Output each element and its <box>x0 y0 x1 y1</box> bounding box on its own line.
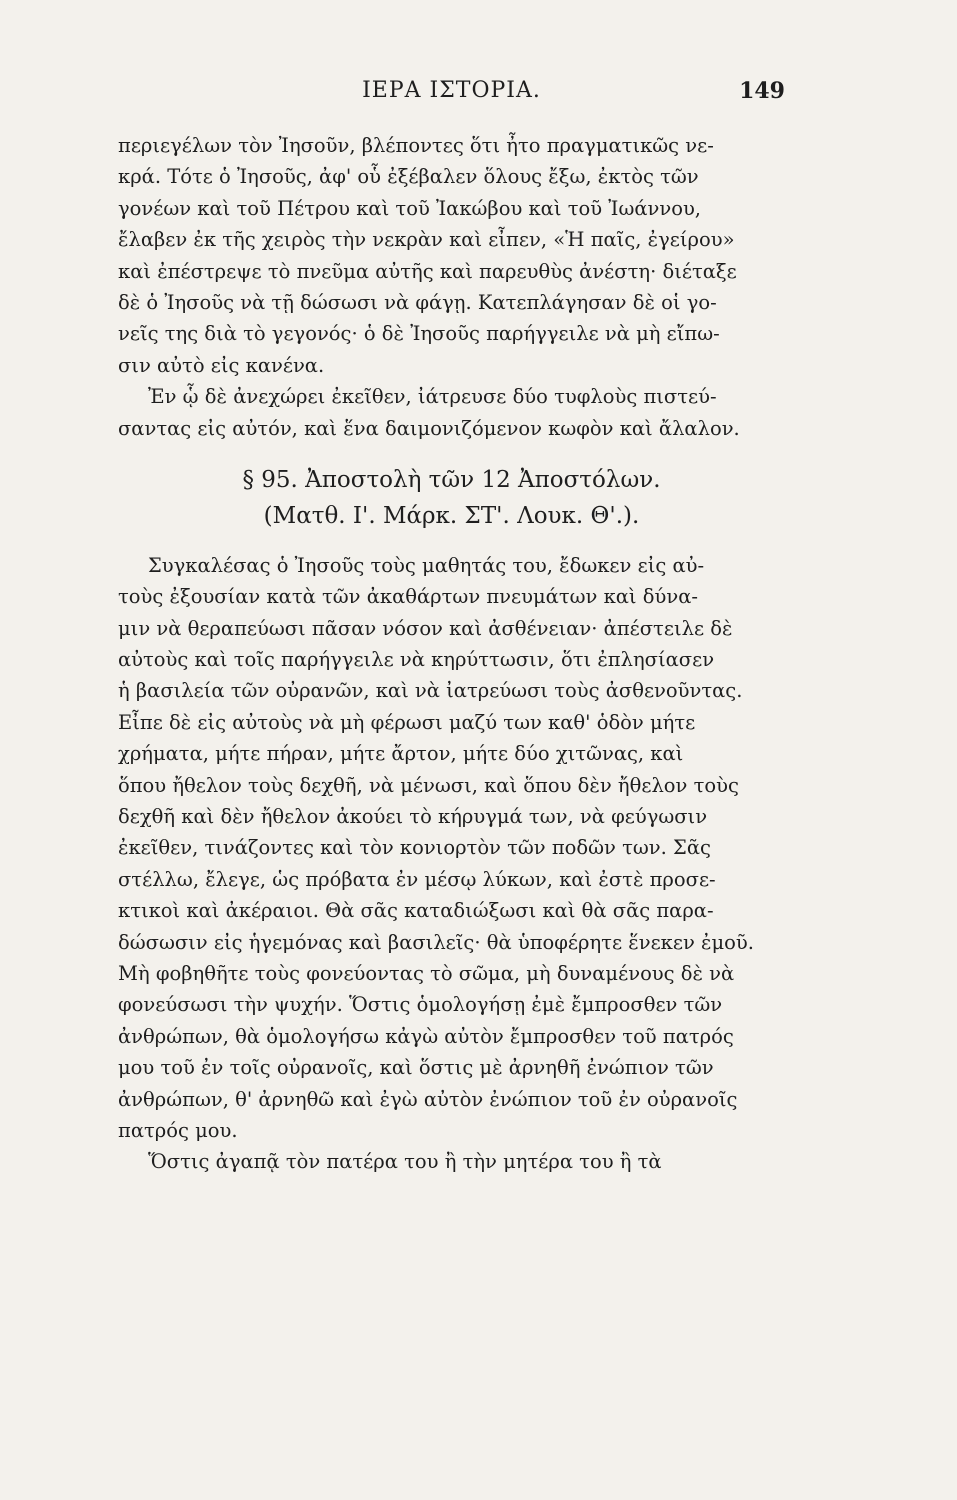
paragraph-4 <box>118 1146 785 1177</box>
text-line: Εἶπε δὲ εἰς αὐτοὺς νὰ μὴ φέρωσι μαζύ των καθ' ὁδὸν μήτε <box>118 710 696 734</box>
text-line: περιεγέλων τὸν Ἰησοῦν, βλέποντες ὅτι ἦτο πραγματικῶς νε- <box>118 134 714 157</box>
text-line: Ὅστις ἀγαπᾷ τὸν πατέρα του ἢ τὴν μητέρα του ἢ τὰ <box>148 1150 662 1174</box>
text-line: νεῖς της διὰ τὸ γεγονός· ὁ δὲ Ἰησοῦς παρήγγειλε νὰ μὴ εἴπω- <box>118 322 720 346</box>
text-line: χρήματα, μήτε πήραν, μήτε ἄρτον, μήτε δύο χιτῶνας, καὶ <box>118 742 684 766</box>
text-line: πατρός μου. <box>118 1118 238 1142</box>
text-line: φονεύσωσι τὴν ψυχήν. Ὅστις ὁμολογήσῃ ἐμὲ ἔμπροσθεν τῶν <box>118 993 723 1017</box>
section-heading: § 95. Ἀποστολὴ τῶν 12 Ἀποστόλων. <box>242 466 661 493</box>
text-line: κτικοὶ καὶ ἀκέραιοι. Θὰ σᾶς καταδιώξωσι καὶ θὰ σᾶς παρα- <box>118 899 714 923</box>
text-line: αὐτοὺς καὶ τοῖς παρήγγειλε νὰ κηρύττωσιν, ὅτι ἐπλησίασεν <box>118 648 715 672</box>
body-text <box>118 130 785 1178</box>
page-header <box>118 78 785 112</box>
text-line: δεχθῆ καὶ δὲν ἤθελον ἀκούει τὸ κήρυγμά των, νὰ φεύγωσιν <box>118 805 708 829</box>
paragraph-1 <box>118 130 785 381</box>
text-line: ἐκεῖθεν, τινάζοντες καὶ τὸν κονιορτὸν τῶν ποδῶν των. Σᾶς <box>118 836 711 860</box>
text-line: ἔλαβεν ἐκ τῆς χειρὸς τὴν νεκρὰν καὶ εἶπεν, «Ἡ παῖς, ἐγείρου» <box>118 228 735 252</box>
text-line: δὲ ὁ Ἰησοῦς νὰ τῇ δώσωσι νὰ φάγῃ. Κατεπλάγησαν δὲ οἱ γο- <box>118 290 717 314</box>
text-line: ἀνθρώπων, θ' ἀρνηθῶ καὶ ἐγὼ αὐτὸν ἐνώπιον τοῦ ἐν οὐρανοῖς <box>118 1087 738 1111</box>
text-line: σαντας εἰς αὐτόν, καὶ ἕνα δαιμονιζόμενον κωφὸν καὶ ἄλαλον. <box>118 416 740 440</box>
text-line: στέλλω, ἔλεγε, ὡς πρόβατα ἐν μέσῳ λύκων, καὶ ἐστὲ προσε- <box>118 867 716 891</box>
text-line: ὅπου ἤθελον τοὺς δεχθῆ, νὰ μένωσι, καὶ ὅπου δὲν ἤθελον τοὺς <box>118 773 739 797</box>
text-line: τοὺς ἐξουσίαν κατὰ τῶν ἀκαθάρτων πνευμάτων καὶ δύνα- <box>118 585 698 609</box>
text-line: Συγκαλέσας ὁ Ἰησοῦς τοὺς μαθητάς του, ἔδωκεν εἰς αὐ- <box>148 553 705 577</box>
paragraph-3 <box>118 550 785 1146</box>
page-number: 149 <box>739 78 785 104</box>
text-line: Ἐν ᾧ δὲ ἀνεχώρει ἐκεῖθεν, ἰάτρευσε δύο τυφλοὺς πιστεύ- <box>148 385 717 409</box>
text-line: Μὴ φοβηθῆτε τοὺς φονεύοντας τὸ σῶμα, μὴ δυναμένους δὲ νὰ <box>118 961 735 985</box>
text-line: κρά. Τότε ὁ Ἰησοῦς, ἀφ' οὗ ἐξέβαλεν ὅλους ἔξω, ἐκτὸς τῶν <box>118 165 699 189</box>
text-line: καὶ ἐπέστρεψε τὸ πνεῦμα αὐτῆς καὶ παρευθὺς ἀνέστη· διέταξε <box>118 259 737 283</box>
text-line: μιν νὰ θεραπεύωσι πᾶσαν νόσον καὶ ἀσθένειαν· ἀπέστειλε δὲ <box>118 616 733 640</box>
text-line: γονέων καὶ τοῦ Πέτρου καὶ τοῦ Ἰακώβου καὶ τοῦ Ἰωάννου, <box>118 196 702 220</box>
text-line: μου τοῦ ἐν τοῖς οὐρανοῖς, καὶ ὅστις μὲ ἀρνηθῆ ἐνώπιον τῶν <box>118 1056 714 1080</box>
text-line: δώσωσιν εἰς ἡγεμόνας καὶ βασιλεῖς· θὰ ὑποφέρητε ἕνεκεν ἐμοῦ. <box>118 930 754 954</box>
text-line: σιν αὐτὸ εἰς κανένα. <box>118 353 325 377</box>
text-line: ἀνθρώπων, θὰ ὁμολογήσω κἀγὼ αὐτὸν ἔμπροσθεν τοῦ πατρός <box>118 1024 734 1048</box>
running-title: ΙΕΡΑ ΙΣΤΟΡΙΑ. <box>362 78 541 103</box>
text-line: ἡ βασιλεία τῶν οὐρανῶν, καὶ νὰ ἰατρεύωσι τοὺς ἀσθενοῦντας. <box>118 679 743 703</box>
section-references: (Ματθ. Ι'. Μάρκ. ΣΤ'. Λουκ. Θ'.). <box>263 502 640 529</box>
paragraph-2 <box>118 381 785 444</box>
